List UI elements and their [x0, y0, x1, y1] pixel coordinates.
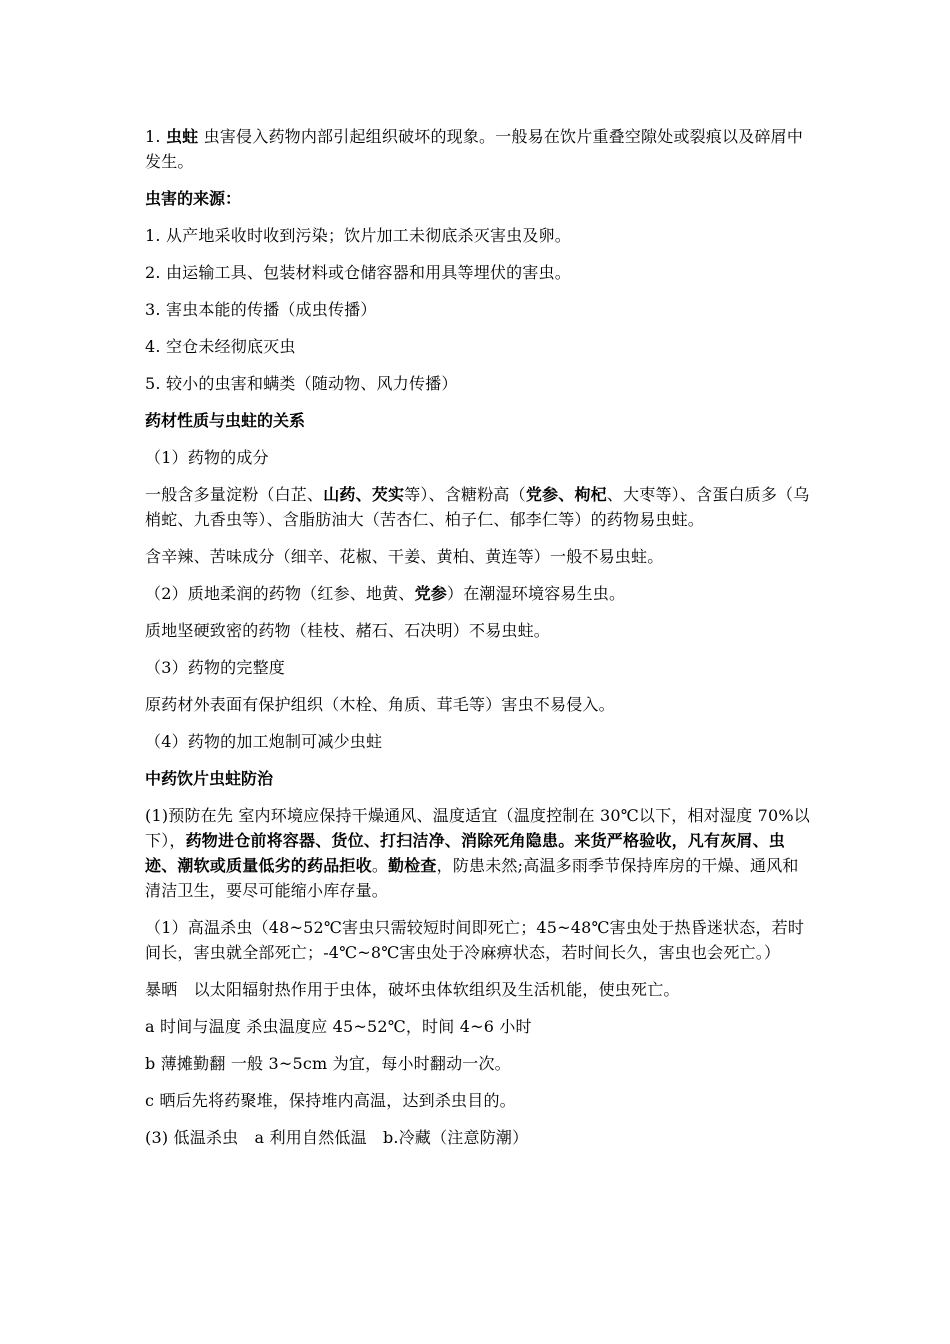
heading-prevention: 中药饮片虫蛀防治 — [145, 769, 274, 788]
sun-item-b: b 薄摊勤翻 一般 3~5cm 为宜，每小时翻动一次。 — [145, 1054, 511, 1073]
subheading-processing: （4）药物的加工炮制可减少虫蛀 — [145, 732, 383, 751]
bold-herb: 山药 — [323, 485, 356, 504]
paragraph-high-temp: （1）高温杀虫（48~52℃害虫只需较短时间即死亡；45~48℃害虫处于热昏迷状态，若时间长，害虫就全部死亡；-4℃~8℃害虫处于冷麻痹状态，若时间长久，害虫也会死亡。） — [145, 918, 805, 962]
definition-text: 虫害侵入药物内部引起组织破坏的现象。一般易在饮片重叠空隙处或裂痕以及碎屑中发生。 — [145, 127, 804, 171]
bold-herb: 芡实 — [371, 485, 405, 504]
paragraph-texture-hard: 质地坚硬致密的药物（桂枝、赭石、石决明）不易虫蛀。 — [145, 621, 551, 640]
subheading-integrity: （3）药物的完整度 — [145, 658, 285, 677]
heading-material-properties: 药材性质与虫蛀的关系 — [145, 411, 306, 430]
source-item: 1. 从产地采收时收到污染；饮片加工未彻底杀灭害虫及卵。 — [145, 226, 571, 245]
subheading-texture-soft: （2）质地柔润的药物（红参、地黄、党参）在潮湿环境容易生虫。 — [145, 584, 626, 603]
paragraph-composition-resistant: 含辛辣、苦味成分（细辛、花椒、干姜、黄柏、黄连等）一般不易虫蛀。 — [145, 547, 664, 566]
paragraph-sun-exposure: 暴晒 以太阳辐射热作用于虫体，破坏虫体软组织及生活机能，使虫死亡。 — [145, 980, 680, 999]
paragraph-low-temp: (3) 低温杀虫 a 利用自然低温 b.冷藏（注意防潮） — [145, 1128, 529, 1147]
sun-item-c: c 晒后先将药聚堆，保持堆内高温，达到杀虫目的。 — [145, 1091, 516, 1110]
bold-herb: 党参 — [525, 485, 559, 504]
term-insect-damage: 虫蛀 — [165, 127, 199, 146]
item-number: 1. — [145, 127, 166, 146]
heading-pest-sources: 虫害的来源： — [145, 189, 242, 208]
source-item: 2. 由运输工具、包装材料或仓储容器和用具等埋伏的害虫。 — [145, 263, 571, 282]
bold-herb: 枸杞 — [574, 485, 607, 504]
source-item: 5. 较小的虫害和螨类（随动物、风力传播） — [145, 374, 458, 393]
source-item: 3. 害虫本能的传播（成虫传播） — [145, 300, 377, 319]
sun-item-a: a 时间与温度 杀虫温度应 45~52℃，时间 4~6 小时 — [145, 1017, 532, 1036]
paragraph-integrity: 原药材外表面有保护组织（木栓、角质、茸毛等）害虫不易侵入。 — [145, 695, 615, 714]
subheading-composition: （1）药物的成分 — [145, 448, 269, 467]
paragraph-composition-prone: 一般含多量淀粉（白芷、山药、芡实等）、含糖粉高（党参、枸杞、大枣等）、含蛋白质多（乌梢蛇、九香虫等）、含脂肪油大（苦杏仁、柏子仁、郁李仁等）的药物易虫蛀。 — [145, 485, 810, 529]
document-page — [145, 124, 810, 1162]
paragraph-prevention-first: (1)预防在先 室内环境应保持干燥通风、温度适宜（温度控制在 30℃以下，相对湿度 70%以下），药物进仓前将容器、货位、打扫洁净、消除死角隐患。来货严格验收，凡有灰屑、虫迹、潮软或质量低劣的药品拒收。勤检查，防患未然;高温多雨季节保持库房的干燥、通风和清洁卫生，要尽可能缩小库存量。 — [145, 806, 810, 900]
bold-instruction: 勤检查 — [388, 856, 437, 875]
bold-instruction: 药物进仓前将容器、货位、打扫洁净、消除死角隐患。来货严格验收，凡有灰屑、虫迹、潮软或质量低劣的药品拒收 — [145, 831, 786, 875]
bold-herb: 党参 — [414, 584, 447, 603]
paragraph-insect-damage-definition — [145, 124, 810, 174]
source-item: 4. 空仓未经彻底灭虫 — [145, 337, 296, 356]
